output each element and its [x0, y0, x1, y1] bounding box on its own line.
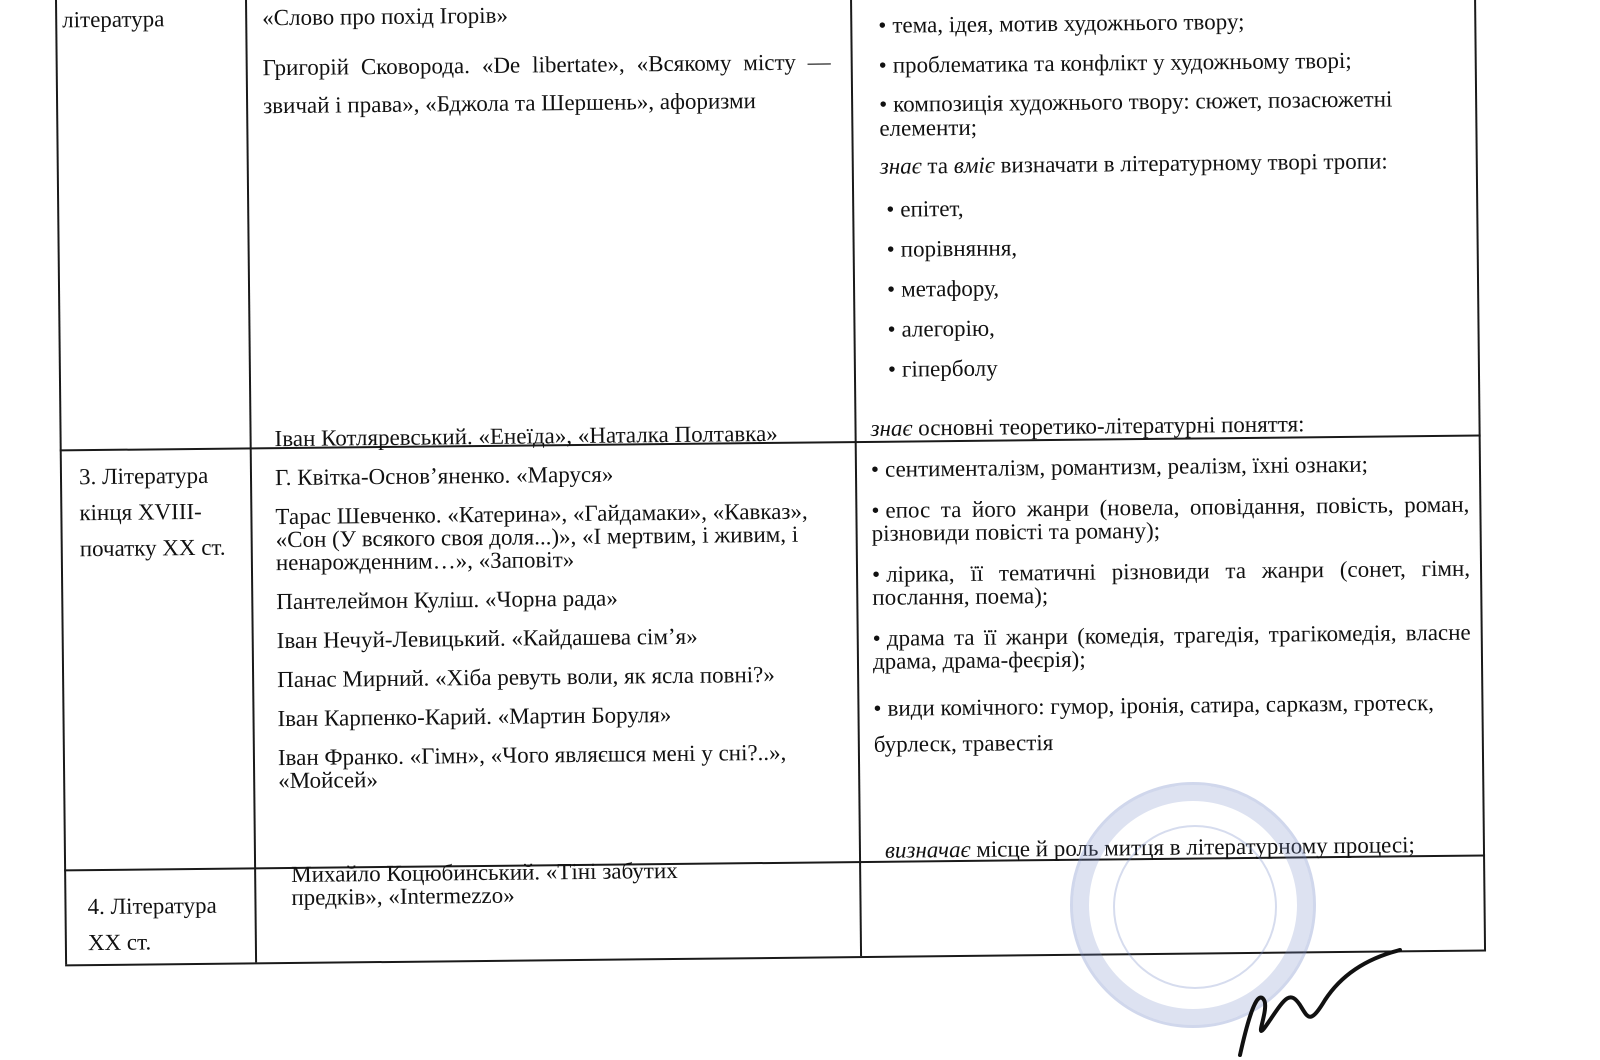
row2-work: Тарас Шевченко. «Катерина», «Гайдамаки», «Кавказ», «Сон (У всякого своя доля...)», «І мертвим, і живим, і ненарожденним…», «Заповіт» — [275, 498, 808, 576]
row1-work-1: «Слово про похід Ігорів» — [262, 2, 509, 31]
trope-item: • гіперболу — [888, 351, 1462, 383]
row2-work: Г. Квітка-Основ’яненко. «Маруся» — [274, 461, 614, 491]
row2-requirements-cell — [870, 411, 1472, 776]
trope-item: • метафору, — [887, 271, 1461, 303]
row2-req-item: • драма та її жанри (комедія, трагедія, трагікомедія, власне драма, драма-феєрія); — [873, 621, 1471, 673]
signature-icon — [1230, 930, 1430, 1060]
row3-period-cell — [87, 887, 248, 961]
row2-period-cell — [79, 458, 240, 568]
row2-req-item: • види комічного: гумор, іронія, сатира, сарказм, гротеск, бурлеск, травестія — [873, 685, 1472, 763]
row2-req-item: • епос та його жанри (новела, оповідання, повість, роман, різновиди повісті та роману); — [871, 493, 1469, 545]
row2-req-intro: знає основні теоретико-літературні поняття: — [870, 411, 1305, 441]
table-border-left — [55, 0, 67, 964]
table-divider-col2 — [850, 0, 862, 956]
row2-work: Іван Франко. «Гімн», «Чого являєшся мені у сні?..», «Мойсей» — [277, 739, 787, 794]
row2-req-item: • лірика, її тематичні різновиди та жанри (сонет, гімн, послання, поема); — [872, 557, 1470, 609]
row1-req-item-2: • проблематика та конфлікт у художньому творі; — [879, 47, 1459, 79]
row2-period: 3. Література кінця XVIII-початку XX ст. — [78, 462, 226, 562]
row3-requirement: визначає місце й роль митця в літературному процесі; — [884, 832, 1415, 863]
trope-item: • порівняння, — [887, 231, 1461, 263]
row1-period-cell — [62, 5, 240, 33]
row2-works-cell — [274, 421, 838, 792]
row1-requirements-cell — [878, 7, 1462, 383]
row3-works-cell — [291, 858, 772, 923]
row2-work: Іван Котляревський. «Енеїда», «Наталка Полтавка» — [274, 420, 778, 452]
row1-req-intro: знає та вміє визначати в літературному творі тропи: — [879, 148, 1388, 179]
row3-period: 4. Література XX ст. — [87, 892, 217, 956]
row1-works-cell — [262, 0, 831, 139]
row1-work-2: Григорій Сковорода. «De libertate», «Всякому місту — звичай і права», «Бджола та Шершень», афоризми — [262, 49, 831, 119]
trope-item: • алегорію, — [887, 311, 1461, 343]
row2-work: Іван Карпенко-Карий. «Мартин Боруля» — [277, 702, 672, 732]
table-border-right — [1474, 0, 1486, 950]
row2-req-item: • сентименталізм, романтизм, реалізм, їхні ознаки; — [871, 452, 1469, 481]
row2-work: Іван Нечуй-Левицький. «Кайдашева сім’я» — [276, 623, 698, 654]
row1-period: література — [62, 6, 165, 33]
row1-req-item-3: • композиція художнього твору: сюжет, позасюжетні елементи; — [879, 87, 1459, 141]
table-divider-col1 — [245, 0, 257, 962]
row3-work: Михайло Коцюбинський. «Тіні забутих предків», «Intermezzo» — [291, 857, 678, 910]
row2-work: Панас Мирний. «Хіба ревуть воли, як ясла повні?» — [277, 661, 775, 693]
trope-item: • епітет, — [886, 191, 1460, 223]
row1-req-item-1: • тема, ідея, мотив художнього твору; — [878, 7, 1458, 39]
row2-work: Пантелеймон Куліш. «Чорна рада» — [276, 585, 618, 615]
